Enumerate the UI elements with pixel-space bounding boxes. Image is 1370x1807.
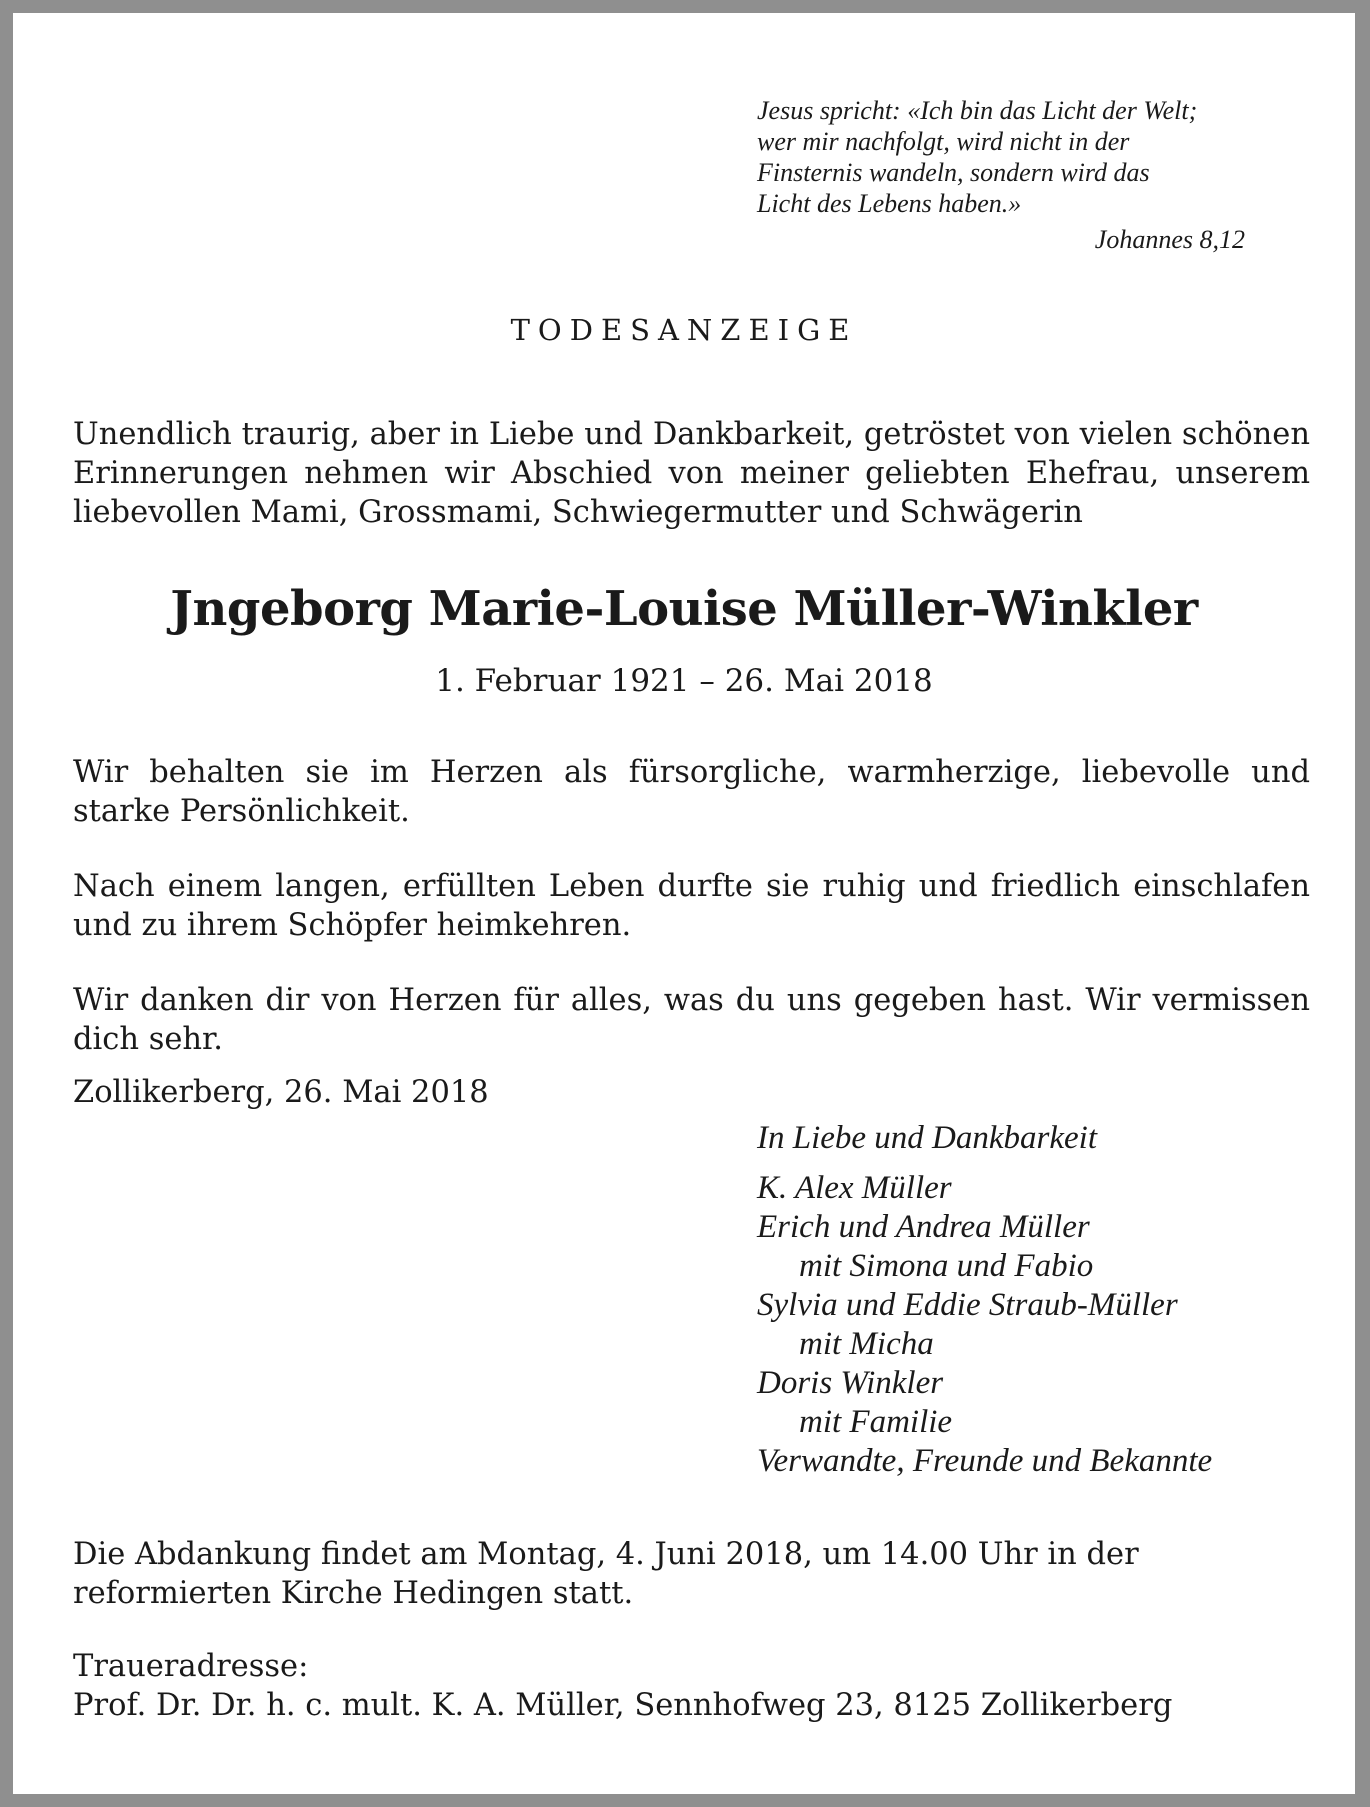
bible-quote bbox=[757, 95, 1197, 219]
life-dates: 1. Februar 1921 – 26. Mai 2018 bbox=[435, 663, 933, 699]
signer-line: mit Micha bbox=[799, 1326, 934, 1362]
quote-line: wer mir nachfolgt, wird nicht in der bbox=[757, 127, 1130, 156]
signer-line: mit Simona und Fabio bbox=[799, 1248, 1094, 1284]
signer-line: Sylvia und Eddie Straub-Müller bbox=[757, 1287, 1178, 1323]
signer-line: Verwandte, Freunde und Bekannte bbox=[757, 1443, 1213, 1479]
paragraph-passing: Nach einem langen, erfüllten Leben durfte sie ruhig und friedlich einschlafen und zu ihrem Schöpfer heimkehren. bbox=[73, 869, 1310, 943]
quote-source: Johannes 8,12 bbox=[1094, 225, 1245, 254]
signer-line: mit Familie bbox=[799, 1404, 953, 1440]
signer-line: Doris Winkler bbox=[757, 1365, 944, 1401]
notice-heading: TODESANZEIGE bbox=[510, 313, 858, 347]
paragraph-memory: Wir behalten sie im Herzen als fürsorgliche, warmherzige, liebevolle und starke Persönlichkeit. bbox=[73, 755, 1310, 829]
place-date: Zollikerberg, 26. Mai 2018 bbox=[73, 1075, 489, 1110]
paragraph-thanks: Wir danken dir von Herzen für alles, was du uns gegeben hast. Wir vermissen dich sehr. bbox=[73, 983, 1310, 1057]
signer-line: Erich und Andrea Müller bbox=[757, 1209, 1090, 1245]
signer-line: K. Alex Müller bbox=[757, 1170, 952, 1206]
service-paragraph: Die Abdankung findet am Montag, 4. Juni 2018, um 14.00 Uhr in der reformierten Kirche Hedingen statt. bbox=[73, 1537, 1139, 1611]
quote-line: Jesus spricht: «Ich bin das Licht der Welt; bbox=[757, 96, 1198, 125]
intro-paragraph: Unendlich traurig, aber in Liebe und Dankbarkeit, getröstet von vielen schönen Erinnerungen nehmen wir Abschied von meiner geliebten Ehefrau, unserem liebevollen Mami, Grossmami, Schwiegermutter und Schwägerin bbox=[73, 417, 1310, 530]
obituary-page bbox=[13, 13, 1355, 1794]
deceased-name: Jngeborg Marie-Louise Müller-Winkler bbox=[170, 581, 1198, 637]
signers-block bbox=[757, 1119, 1212, 1481]
quote-line: Finsternis wandeln, sondern wird das bbox=[757, 158, 1150, 187]
signers-intro: In Liebe und Dankbarkeit bbox=[757, 1120, 1098, 1156]
address-label: Traueradresse: bbox=[73, 1649, 309, 1684]
mourning-address: Prof. Dr. Dr. h. c. mult. K. A. Müller, Sennhofweg 23, 8125 Zollikerberg bbox=[73, 1688, 1173, 1723]
quote-line: Licht des Lebens haben.» bbox=[757, 189, 1022, 218]
